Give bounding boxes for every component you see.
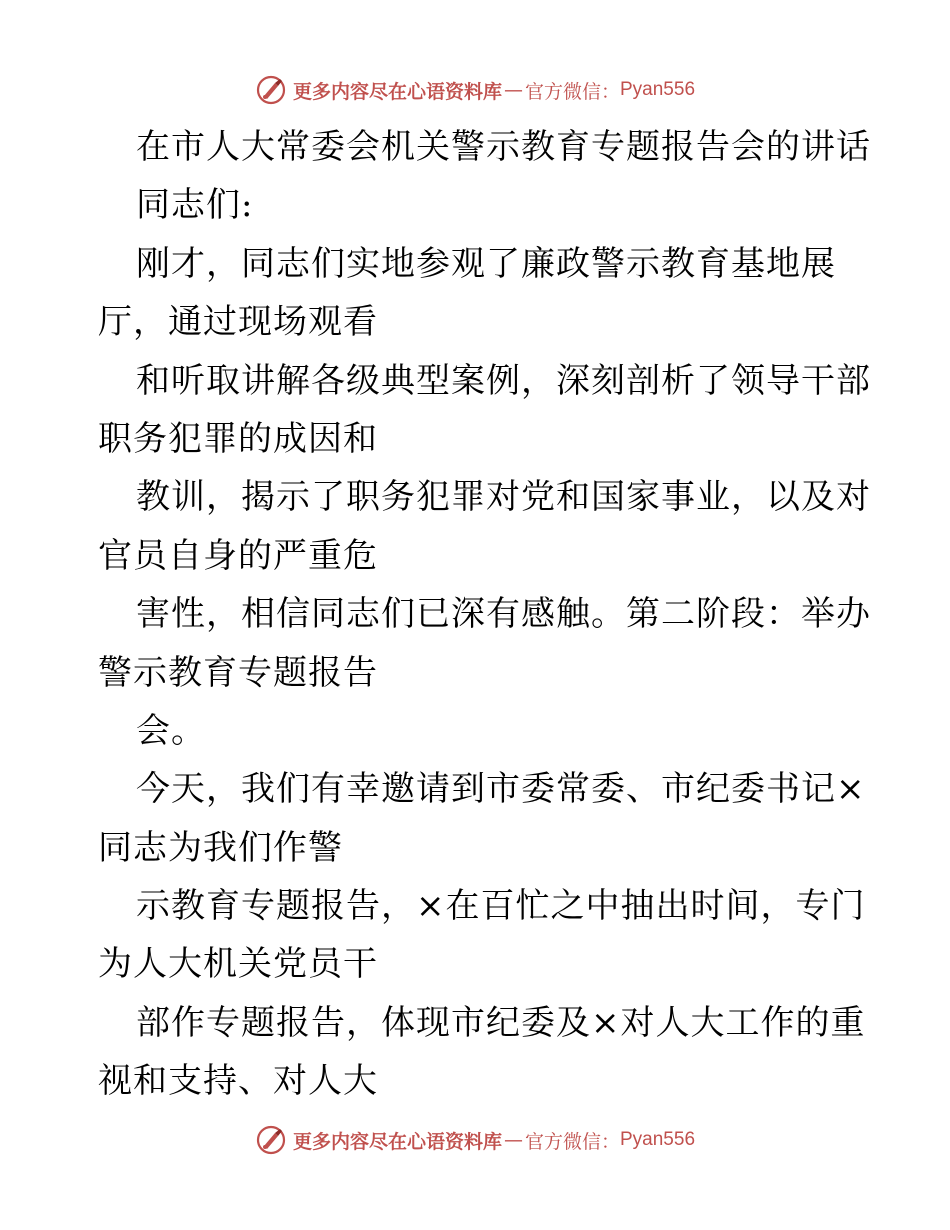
quill-logo-icon <box>255 74 287 106</box>
text-line: 教训，揭示了职务犯罪对党和国家事业，以及对 <box>136 477 871 518</box>
quill-logo-icon <box>255 1124 287 1156</box>
watermark-wechat-label: 官方微信： <box>524 80 620 103</box>
text-line: 职务犯罪的成因和 <box>98 418 378 459</box>
header-watermark <box>0 70 950 110</box>
text-line: 和听取讲解各级典型案例，深刻剖析了领导干部 <box>136 360 871 401</box>
text-line: 部作专题报告，体现市纪委及×对人大工作的重 <box>136 1002 866 1043</box>
document-body <box>98 118 871 1111</box>
text-line: 官员自身的严重危 <box>98 535 378 576</box>
watermark-main-text: 更多内容尽在心语资料库 <box>292 1130 502 1153</box>
text-line: 同志们: <box>136 185 254 226</box>
watermark-dash: — <box>503 1129 523 1151</box>
text-line: 视和支持、对人大 <box>98 1061 378 1102</box>
text-line: 今天，我们有幸邀请到市委常委、市纪委书记× <box>136 769 866 810</box>
text-line: 厅，通过现场观看 <box>98 302 378 343</box>
watermark-dash: — <box>503 79 523 101</box>
footer-watermark <box>0 1120 950 1160</box>
text-line: 示教育专题报告，×在百忙之中抽出时间，专门 <box>136 886 866 927</box>
watermark-wechat-id: Pyan556 <box>620 1129 696 1150</box>
watermark-wechat-id: Pyan556 <box>620 79 696 100</box>
text-line: 会。 <box>136 710 206 751</box>
text-line: 为人大机关党员干 <box>98 944 378 985</box>
watermark-main-text: 更多内容尽在心语资料库 <box>292 80 502 103</box>
text-line: 害性，相信同志们已深有感触。第二阶段：举办 <box>136 594 871 635</box>
text-line: 警示教育专题报告 <box>98 652 378 693</box>
text-line: 刚才，同志们实地参观了廉政警示教育基地展 <box>136 243 836 284</box>
text-line: 在市人大常委会机关警示教育专题报告会的讲话 <box>136 127 871 167</box>
watermark-wechat-label: 官方微信： <box>524 1130 620 1153</box>
text-line: 同志为我们作警 <box>98 827 343 868</box>
